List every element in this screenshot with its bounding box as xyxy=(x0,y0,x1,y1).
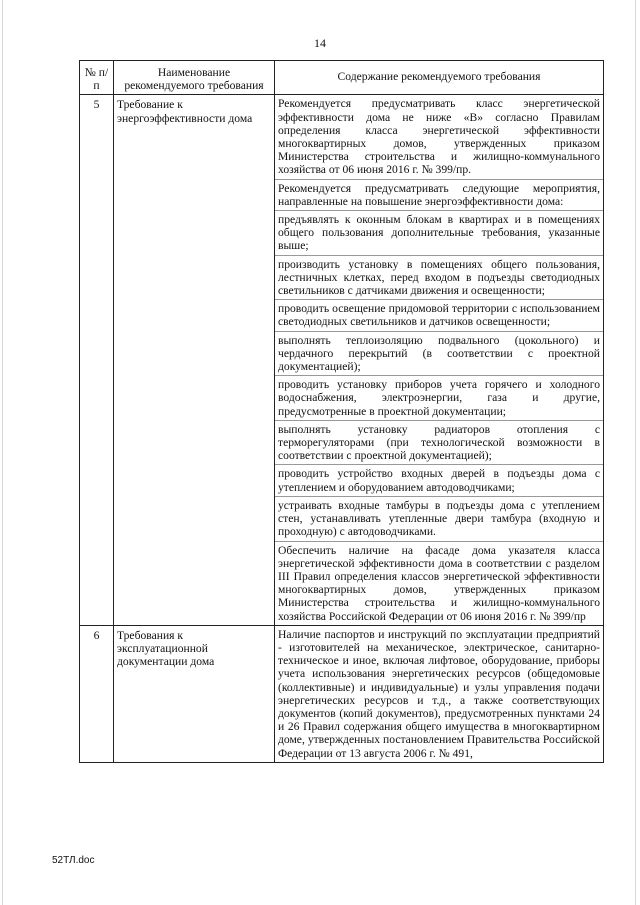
requirement-paragraph: проводить освещение придомовой территории с использованием светодиодных светильников и датчиков освещенности; xyxy=(275,300,603,331)
requirement-paragraph: предъявлять к оконным блокам в квартирах и в помещениях общего пользования дополнительные требования, указанные выше; xyxy=(275,211,603,256)
row-number: 6 xyxy=(80,625,114,762)
header-name-label: Наименование рекомендуемого требования xyxy=(124,66,264,93)
requirement-paragraph: выполнять теплоизоляцию подвального (цокольного) и чердачного перекрытий (в соответствии с проектной документацией); xyxy=(275,332,603,377)
requirement-content-cell xyxy=(275,625,604,762)
requirement-name-cell xyxy=(114,625,275,762)
header-name xyxy=(114,61,275,95)
requirement-paragraph: устраивать входные тамбуры в подъезды дома с утеплением стен, устанавливать утепленные двери тамбура (входную и проходную) с автодоводчиками. xyxy=(275,497,603,542)
requirement-paragraph: Рекомендуется предусматривать класс энергетической эффективности дома не ниже «В» согласно Правилам определения класса энергетической эффективности многоквартирных домов, утвержденных приказом Министерства строительства и жилищно-коммунального хозяйства от 06 июня 2016 г. № 399/пр. xyxy=(275,95,603,179)
requirement-name-cell xyxy=(114,95,275,625)
header-num xyxy=(80,61,114,95)
requirement-paragraph: Рекомендуется предусматривать следующие мероприятия, направленные на повышение энергоэффективности дома: xyxy=(275,180,603,211)
footer-filename: 52ТЛ.doc xyxy=(52,855,95,866)
requirement-content-cell xyxy=(275,95,604,625)
table-body xyxy=(80,95,604,762)
requirements-table xyxy=(79,60,604,763)
table-row xyxy=(80,95,604,625)
requirement-paragraph: проводить установку приборов учета горячего и холодного водоснабжения, электроэнергии, газа и другие, предусмотренные в проектной документации; xyxy=(275,376,603,421)
scan-edge-left xyxy=(2,0,3,905)
table-row xyxy=(80,625,604,762)
header-num-label: № п/п xyxy=(84,66,109,93)
header-content-label: Содержание рекомендуемого требования xyxy=(337,70,541,83)
row-number: 5 xyxy=(80,95,114,625)
requirement-paragraph: проводить устройство входных дверей в подъезды дома с утеплением и оборудованием автодоводчиками; xyxy=(275,465,603,496)
scan-edge-right xyxy=(635,0,636,905)
requirement-paragraph: Обеспечить наличие на фасаде дома указателя класса энергетической эффективности дома в соответствии с разделом III Правил определения классов энергетической эффективности многоквартирных домов, утвержденных приказом Министерства строительства и жилищно-коммунального хозяйства Российской Федерации от 06 июня 2016 г. № 399/пр xyxy=(278,543,600,623)
page-number: 14 xyxy=(314,36,326,50)
requirement-paragraph: Наличие паспортов и инструкций по эксплуатации предприятий - изготовителей на механическое, электрическое, санитарно-техническое и иное, включая лифтовое, оборудование, приборы учета использования энергетических ресурсов (общедомовые (коллективные) и индивидуальные) и узлы управления подачи энергетических ресурсов и т.д., а также соответствующих документов (копий документов), предусмотренных пунктами 24 и 26 Правил содержания общего имущества в многоквартирном доме, утвержденных постановлением Правительства Российской Федерации от 13 августа 2006 г. № 491, xyxy=(278,627,600,760)
requirement-name: Требования к эксплуатационной документации дома xyxy=(117,628,215,669)
table-header-row xyxy=(80,61,604,95)
requirement-paragraph: выполнять установку радиаторов отопления с терморегуляторами (при технологической возможности в соответствии с проектной документацией); xyxy=(275,421,603,466)
requirement-paragraph: производить установку в помещениях общего пользования, лестничных клетках, перед входом в подъезды светодиодных светильников с датчиками движения и освещенности; xyxy=(275,256,603,301)
requirement-name: Требование к энергоэффективности дома xyxy=(117,98,253,125)
header-content xyxy=(275,61,604,95)
